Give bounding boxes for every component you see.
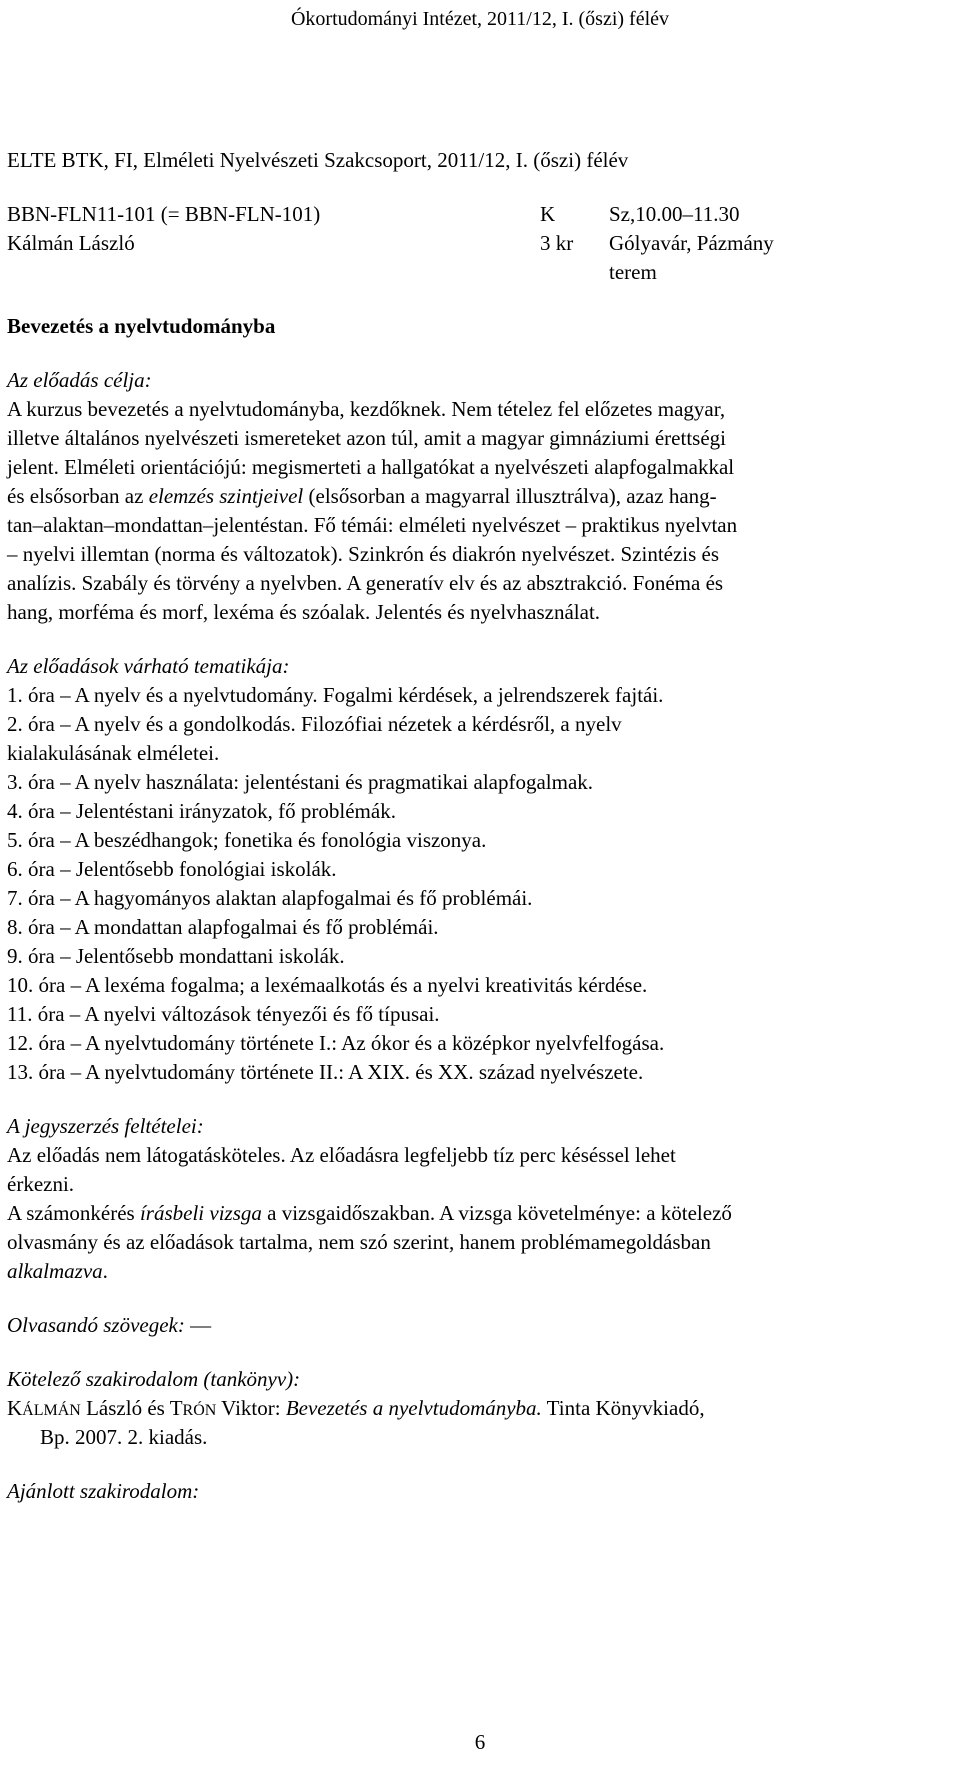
requirements-line-4: olvasmány és az előadások tartalma, nem szó szerint, hanem problémamegoldásban — [7, 1230, 711, 1254]
goal-line-7: analízis. Szabály és törvény a nyelvben. A generatív elv és az absztrakció. Fonéma és — [7, 571, 724, 595]
page-number: 6 — [474, 1730, 486, 1754]
requirements-line-2: érkezni. — [7, 1172, 75, 1196]
requirements-line-3-pre: A számonkérés — [7, 1201, 140, 1225]
topic-item: 12. óra – A nyelvtudomány története I.: Az ókor és a középkor nyelvfelfogása. — [7, 1031, 665, 1055]
course-type: K — [540, 202, 556, 226]
goal-heading: Az előadás célja: — [7, 368, 152, 392]
running-header: Ókortudományi Intézet, 2011/12, I. (őszi) félév — [290, 8, 670, 30]
lecturer: Kálmán László — [7, 231, 135, 255]
requirements-line-5-italic: alkalmazva — [7, 1259, 103, 1283]
author2-rest: RÓN — [182, 1402, 217, 1419]
requirements-line-3 — [7, 1199, 732, 1228]
topic-item: 8. óra – A mondattan alapfogalmai és fő problémái. — [7, 915, 439, 939]
topic-item: 11. óra – A nyelvi változások tényezői és fő típusai. — [7, 1002, 440, 1026]
topic-item: 6. óra – Jelentősebb fonológiai iskolák. — [7, 857, 337, 881]
requirements-line-5 — [7, 1257, 108, 1286]
required-lit-heading: Kötelező szakirodalom (tankönyv): — [7, 1367, 301, 1391]
publisher: Tinta Könyvkiadó, — [541, 1396, 705, 1420]
book-title: Bevezetés a nyelvtudományba. — [285, 1396, 542, 1420]
place-edition: Bp. 2007. 2. kiadás. — [40, 1425, 208, 1449]
course-title: Bevezetés a nyelvtudományba — [7, 314, 276, 338]
author1-rest: ÁLMÁN — [22, 1402, 81, 1419]
author2-given: Viktor: — [216, 1396, 286, 1420]
topic-item: 1. óra – A nyelv és a nyelvtudomány. Fogalmi kérdések, a jelrendszerek fajtái. — [7, 683, 664, 707]
goal-line-4-post: (elsősorban a magyarral illusztrálva), azaz hang- — [303, 484, 717, 508]
topic-item: 3. óra – A nyelv használata: jelentéstani és pragmatikai alapfogalmak. — [7, 770, 594, 794]
goal-line-2: illetve általános nyelvészeti ismereteket azon túl, amit a magyar gimnáziumi érettségi — [7, 426, 726, 450]
topic-item: kialakulásának elméletei. — [7, 741, 220, 765]
goal-line-1: A kurzus bevezetés a nyelvtudományba, kezdőknek. Nem tételez fel előzetes magyar, — [7, 397, 726, 421]
goal-line-8: hang, morféma és morf, lexéma és szóalak. Jelentés és nyelvhasználat. — [7, 600, 601, 624]
credits: 3 kr — [540, 231, 574, 255]
topic-item: 5. óra – A beszédhangok; fonetika és fonológia viszonya. — [7, 828, 487, 852]
goal-line-3: jelent. Elméleti orientációjú: megismerteti a hallgatókat a nyelvészeti alapfogalmakkal — [7, 455, 735, 479]
requirements-line-5-post: . — [102, 1259, 108, 1283]
topic-item: 2. óra – A nyelv és a gondolkodás. Filozófiai nézetek a kérdésről, a nyelv — [7, 712, 622, 736]
topic-item: 7. óra – A hagyományos alaktan alapfogalmai és fő problémái. — [7, 886, 533, 910]
author1-given: László és — [80, 1396, 170, 1420]
requirements-heading: A jegyszerzés feltételei: — [7, 1114, 204, 1138]
goal-line-4-pre: és elsősorban az — [7, 484, 149, 508]
requirements-line-1: Az előadás nem látogatásköteles. Az előadásra legfeljebb tíz perc késéssel lehet — [7, 1143, 676, 1167]
room-line-2: terem — [609, 260, 657, 284]
topic-item: 13. óra – A nyelvtudomány története II.: A XIX. és XX. század nyelvészete. — [7, 1060, 644, 1084]
author2-initial: T — [169, 1396, 183, 1420]
requirements-line-3-italic: írásbeli vizsga — [139, 1201, 262, 1225]
room-line-1: Gólyavár, Pázmány — [609, 231, 774, 255]
goal-line-4 — [7, 482, 717, 511]
author1-initial: K — [7, 1396, 23, 1420]
topics-heading: Az előadások várható tematikája: — [7, 654, 290, 678]
topic-item: 9. óra – Jelentősebb mondattani iskolák. — [7, 944, 345, 968]
goal-line-6: – nyelvi illemtan (norma és változatok). Szinkrón és diakrón nyelvészet. Szintézis és — [7, 542, 720, 566]
institution-line: ELTE BTK, FI, Elméleti Nyelvészeti Szakcsoport, 2011/12, I. (őszi) félév — [7, 148, 629, 172]
readings-value: — — [184, 1313, 212, 1337]
goal-line-5: tan–alaktan–mondattan–jelentéstan. Fő témái: elméleti nyelvészet – praktikus nyelvtan — [7, 513, 738, 537]
recommended-lit-heading: Ajánlott szakirodalom: — [7, 1479, 200, 1503]
topic-item: 10. óra – A lexéma fogalma; a lexémaalkotás és a nyelvi kreativitás kérdése. — [7, 973, 648, 997]
requirements-line-3-post: a vizsgaidőszakban. A vizsga követelménye: a kötelező — [261, 1201, 732, 1225]
readings-heading: Olvasandó szövegek: — [7, 1313, 185, 1337]
goal-line-4-italic: elemzés szintjeivel — [148, 484, 304, 508]
readings-line — [7, 1311, 211, 1340]
course-time: Sz,10.00–11.30 — [609, 202, 740, 226]
topic-item: 4. óra – Jelentéstani irányzatok, fő problémák. — [7, 799, 396, 823]
course-code: BBN-FLN11-101 (= BBN-FLN-101) — [7, 202, 321, 226]
required-lit-entry — [7, 1394, 705, 1425]
